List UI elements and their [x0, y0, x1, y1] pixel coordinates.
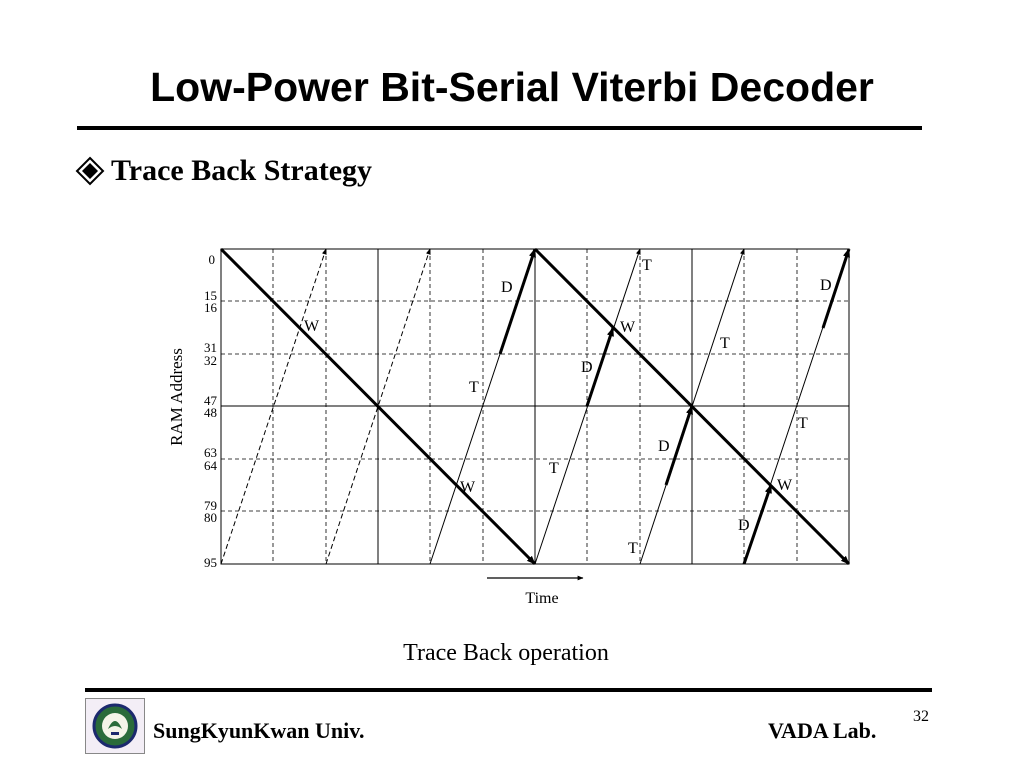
address-tick: 32 — [204, 353, 217, 368]
diagram-label-w: W — [304, 318, 320, 335]
diagram-label-d: D — [820, 277, 832, 294]
y-axis-label: RAM Address — [167, 348, 186, 446]
address-tick: 15 — [204, 288, 217, 303]
diagram-label-w: W — [777, 477, 793, 494]
address-tick: 79 — [204, 498, 217, 513]
figure-caption: Trace Back operation — [403, 640, 609, 666]
diagram-label-t: T — [720, 335, 730, 352]
diagram-label-w: W — [460, 479, 476, 496]
address-tick: 95 — [204, 555, 217, 570]
diagram-label-t: T — [549, 460, 559, 477]
address-tick: 16 — [204, 300, 217, 315]
footer-rule — [85, 688, 932, 692]
diagram-label-d: D — [738, 517, 750, 534]
diagram-label-t: T — [628, 540, 638, 557]
diagram-label-t: T — [642, 257, 652, 274]
address-tick: 47 — [204, 393, 217, 408]
footer-university: SungKyunKwan Univ. — [153, 718, 365, 743]
diagram-label-w: W — [620, 319, 636, 336]
diagram-label-t: T — [469, 379, 479, 396]
diagram-label-t: T — [798, 415, 808, 432]
address-tick: 64 — [204, 458, 217, 473]
diagram-label-d: D — [658, 438, 670, 455]
address-tick: 63 — [204, 445, 217, 460]
university-logo — [85, 698, 145, 754]
address-tick: 80 — [204, 510, 217, 525]
address-tick: 0 — [208, 252, 215, 267]
diagram-label-d: D — [581, 359, 593, 376]
bullet-text: Trace Back Strategy — [111, 154, 373, 187]
slide-title: Low-Power Bit-Serial Viterbi Decoder — [150, 64, 874, 110]
footer-lab: VADA Lab. — [768, 718, 877, 743]
address-tick: 48 — [204, 405, 217, 420]
x-axis-label: Time — [525, 590, 559, 607]
address-tick: 31 — [204, 340, 217, 355]
page-number: 32 — [913, 708, 929, 725]
diagram-label-d: D — [501, 279, 513, 296]
